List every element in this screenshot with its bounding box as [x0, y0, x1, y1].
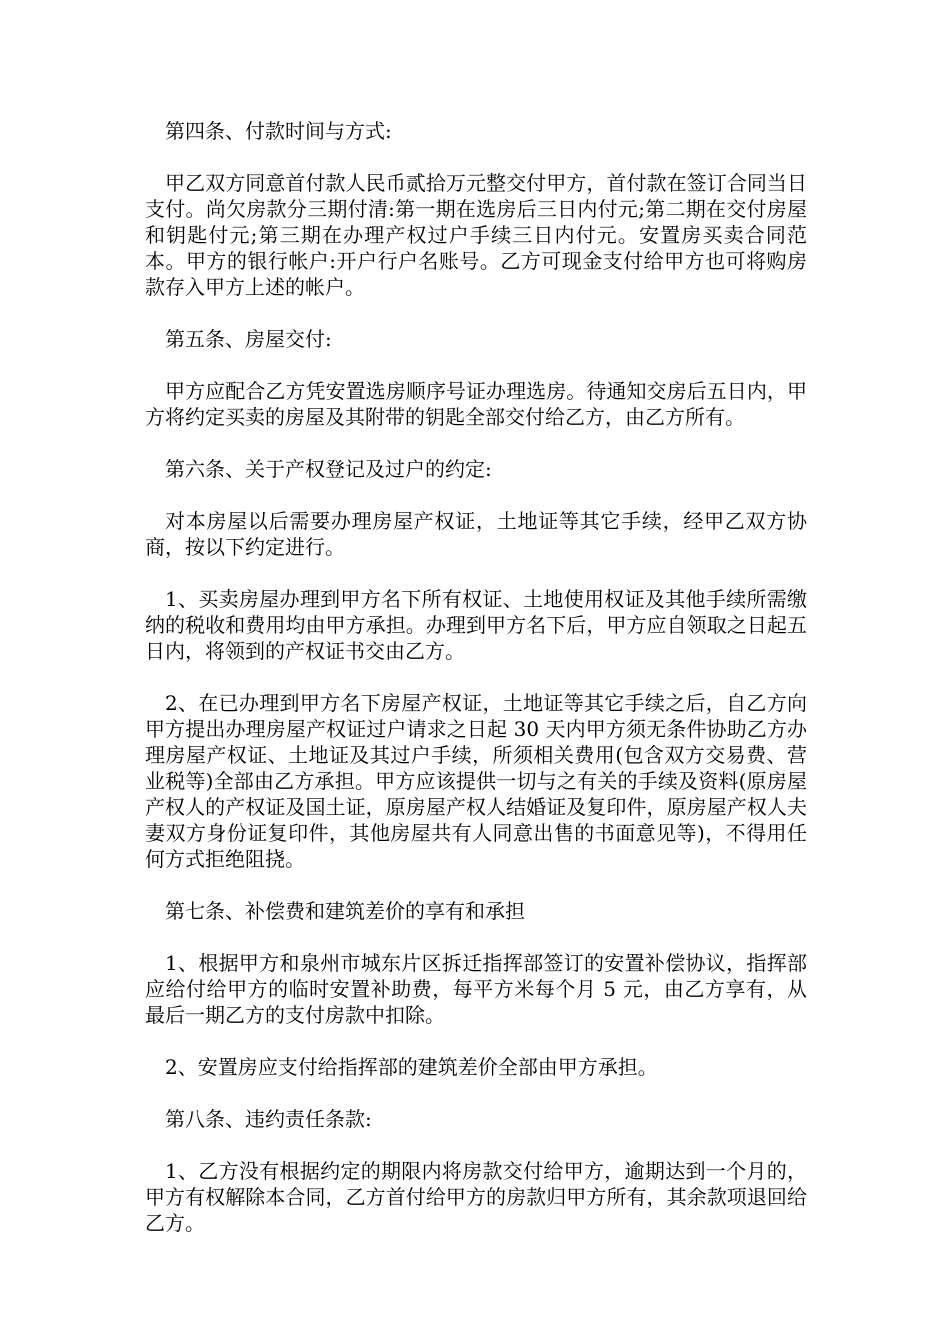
paragraph-property-intro: 对本房屋以后需要办理房屋产权证，土地证等其它手续，经甲乙双方协商，按以下约定进行。	[145, 509, 807, 559]
section-heading-5: 第五条、房屋交付:	[165, 327, 332, 351]
paragraph-property-item-2: 2、在已办理到甲方名下房屋产权证，土地证等其它手续之后，自乙方向甲方提出办理房屋产权证过户请求之日起 30 天内甲方须无条件协助乙方办理房屋产权证、土地证及其过户手续，所须相关费用(包含双方交易费、营业税等)全部由乙方承担。甲方应该提供一切与之有关的手续及资料(原房屋产权人的产权证及国土证，原房屋产权人结婚证及复印件，原房屋产权人夫妻双方身份证复印件，其他房屋共有人同意出售的书面意见等)，不得用任何方式拒绝阻挠。	[145, 691, 807, 871]
paragraph-compensation-item-1: 1、根据甲方和泉州市城东片区拆迁指挥部签订的安置补偿协议，指挥部应给付给甲方的临时安置补助费，每平方米每个月 5 元，由乙方享有，从最后一期乙方的支付房款中扣除。	[145, 951, 807, 1027]
section-heading-8: 第八条、违约责任条款:	[165, 1107, 372, 1131]
paragraph-delivery: 甲方应配合乙方凭安置选房顺序号证办理选房。待通知交房后五日内，甲方将约定买卖的房屋及其附带的钥匙全部交付给乙方，由乙方所有。	[145, 379, 807, 429]
paragraph-compensation-item-2: 2、安置房应支付给指挥部的建筑差价全部由甲方承担。	[165, 1055, 658, 1079]
section-heading-7: 第七条、补偿费和建筑差价的享有和承担	[165, 899, 525, 923]
document-page	[145, 118, 807, 1262]
paragraph-property-item-1: 1、买卖房屋办理到甲方名下所有权证、土地使用权证及其他手续所需缴纳的税收和费用均由甲方承担。办理到甲方名下后，甲方应自领取之日起五日内，将领到的产权证书交由乙方。	[145, 587, 807, 663]
section-heading-4: 第四条、付款时间与方式:	[165, 119, 392, 143]
paragraph-payment: 甲乙双方同意首付款人民币贰拾万元整交付甲方，首付款在签订合同当日支付。尚欠房款分三期付清:第一期在选房后三日内付元;第二期在交付房屋和钥匙付元;第三期在办理产权过户手续三日内付元。安置房买卖合同范本。甲方的银行帐户:开户行户名账号。乙方可现金支付给甲方也可将购房款存入甲方上述的帐户。	[145, 171, 807, 299]
section-heading-6: 第六条、关于产权登记及过户的约定:	[165, 457, 492, 481]
paragraph-breach-item-1: 1、乙方没有根据约定的期限内将房款交付给甲方，逾期达到一个月的，甲方有权解除本合同，乙方首付给甲方的房款归甲方所有，其余款项退回给乙方。	[145, 1159, 807, 1235]
